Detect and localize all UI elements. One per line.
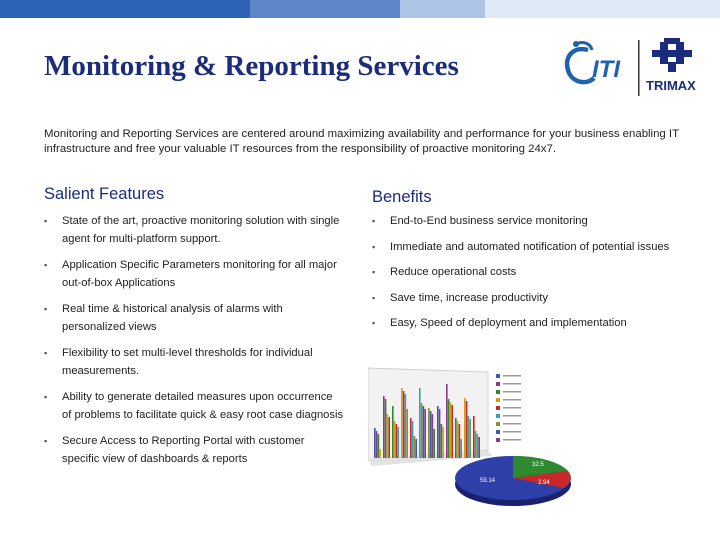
- bar-chart-image: [368, 368, 521, 466]
- pie-chart-image: [455, 456, 571, 506]
- salient-features-heading: Salient Features: [44, 185, 165, 203]
- benefit-item: ▪ Easy, Speed of deployment and implementation: [372, 315, 692, 333]
- decorative-bar: [406, 409, 408, 458]
- decorative-bar: [433, 429, 435, 458]
- benefit-item: ▪ Immediate and automated notification of potential issues: [372, 239, 692, 257]
- decorative-bar: [450, 402, 452, 458]
- top-bar-segment: [400, 0, 485, 18]
- decorative-bar: [383, 396, 385, 458]
- top-bar-segment: [0, 0, 250, 18]
- decorative-bar: [378, 434, 380, 458]
- dashboard-illustration: [368, 366, 578, 521]
- benefit-item: ▪ Save time, increase productivity: [372, 290, 692, 308]
- decorative-bar: [419, 388, 421, 458]
- legend-text-line: [503, 423, 521, 425]
- decorative-bar: [428, 408, 430, 458]
- feature-item: ▪ State of the art, proactive monitoring solution with single agent for multi-platform support.: [44, 213, 344, 248]
- legend-swatch: [496, 374, 500, 378]
- decorative-bar: [388, 417, 390, 458]
- decorative-bar: [448, 399, 450, 458]
- top-color-bar: [0, 0, 720, 18]
- legend-swatch: [496, 382, 500, 386]
- pie-label: 32.5: [532, 462, 544, 468]
- decorative-bar: [451, 405, 453, 458]
- legend-text-line: [503, 439, 521, 441]
- logo-divider: [638, 40, 640, 96]
- page-title: Monitoring & Reporting Services: [44, 50, 459, 82]
- legend-text-line: [503, 383, 521, 385]
- decorative-bar: [410, 418, 412, 458]
- decorative-bar: [414, 436, 416, 458]
- decorative-bar: [459, 424, 461, 458]
- legend-swatch: [496, 406, 500, 410]
- legend-text-line: [503, 407, 521, 409]
- decorative-bar: [478, 437, 480, 458]
- decorative-bar: [424, 409, 426, 458]
- trimax-logo: [646, 38, 696, 93]
- decorative-bar: [405, 394, 407, 458]
- top-bar-segment: [250, 0, 400, 18]
- feature-item: ▪ Real time & historical analysis of alarms with personalized views: [44, 301, 344, 336]
- legend-swatch: [496, 438, 500, 442]
- legend-swatch: [496, 422, 500, 426]
- decorative-bar: [464, 398, 466, 458]
- legend-text-line: [503, 391, 521, 393]
- decorative-bar: [439, 409, 441, 458]
- decorative-bar: [457, 421, 459, 458]
- legend-swatch: [496, 430, 500, 434]
- decorative-bar: [423, 406, 425, 458]
- decorative-bar: [392, 406, 394, 458]
- feature-item: ▪ Secure Access to Reporting Portal with customer specific view of dashboards & reports: [44, 433, 344, 468]
- legend-text-line: [503, 415, 521, 417]
- decorative-bar: [469, 419, 471, 458]
- pie-label: 2.94: [538, 480, 550, 486]
- decorative-bar: [401, 388, 403, 458]
- decorative-bar: [442, 427, 444, 458]
- legend-swatch: [496, 398, 500, 402]
- decorative-bar: [475, 431, 477, 458]
- decorative-bar: [455, 418, 457, 458]
- decorative-bar: [379, 449, 381, 458]
- decorative-bar: [437, 406, 439, 458]
- iti-logo: [567, 41, 621, 83]
- iti-logo-text: ITI: [592, 56, 620, 83]
- decorative-bar: [430, 411, 432, 458]
- decorative-bar: [412, 421, 414, 458]
- decorative-bar: [446, 384, 448, 458]
- legend-swatch: [496, 414, 500, 418]
- benefits-list: [372, 213, 692, 333]
- legend-text-line: [503, 399, 521, 401]
- decorative-bar: [477, 434, 479, 458]
- feature-item: ▪ Ability to generate detailed measures upon occurrence of problems to facilitate quick & easy root case diagnosis: [44, 389, 344, 424]
- decorative-bar: [396, 424, 398, 458]
- decorative-bar: [403, 391, 405, 458]
- feature-item: ▪ Application Specific Parameters monitoring for all major out-of-box Applications: [44, 257, 344, 292]
- decorative-bar: [387, 414, 389, 458]
- legend-text-line: [503, 375, 521, 377]
- intro-paragraph: Monitoring and Reporting Services are centered around maximizing availability and performance for your business enabling IT infrastructure and free your valuable IT resources from the responsibility of proactive monitoring 24x7.: [44, 128, 679, 155]
- decorative-bar: [376, 431, 378, 458]
- decorative-bar: [397, 427, 399, 458]
- legend-text-line: [503, 431, 521, 433]
- partner-logos: [560, 36, 720, 100]
- decorative-bar: [432, 414, 434, 458]
- benefits-heading: Benefits: [372, 188, 432, 206]
- chart-legend: [496, 374, 521, 442]
- decorative-bar: [374, 428, 376, 458]
- pie-label: 59.14: [480, 478, 496, 484]
- top-bar-segment: [485, 0, 720, 18]
- decorative-bar: [385, 399, 387, 458]
- decorative-bar: [466, 401, 468, 458]
- salient-features-list: [44, 213, 344, 468]
- benefit-item: ▪ Reduce operational costs: [372, 264, 692, 282]
- decorative-bar: [394, 421, 396, 458]
- decorative-bar: [468, 416, 470, 458]
- benefit-item: ▪ End-to-End business service monitoring: [372, 213, 692, 231]
- trimax-logo-text: TRIMAX: [646, 78, 696, 93]
- decorative-bar: [421, 403, 423, 458]
- decorative-bar: [460, 439, 462, 458]
- feature-item: ▪ Flexibility to set multi-level thresholds for individual measurements.: [44, 345, 344, 380]
- decorative-bar: [473, 416, 475, 458]
- decorative-bar: [415, 439, 417, 458]
- decorative-bar: [441, 424, 443, 458]
- legend-swatch: [496, 390, 500, 394]
